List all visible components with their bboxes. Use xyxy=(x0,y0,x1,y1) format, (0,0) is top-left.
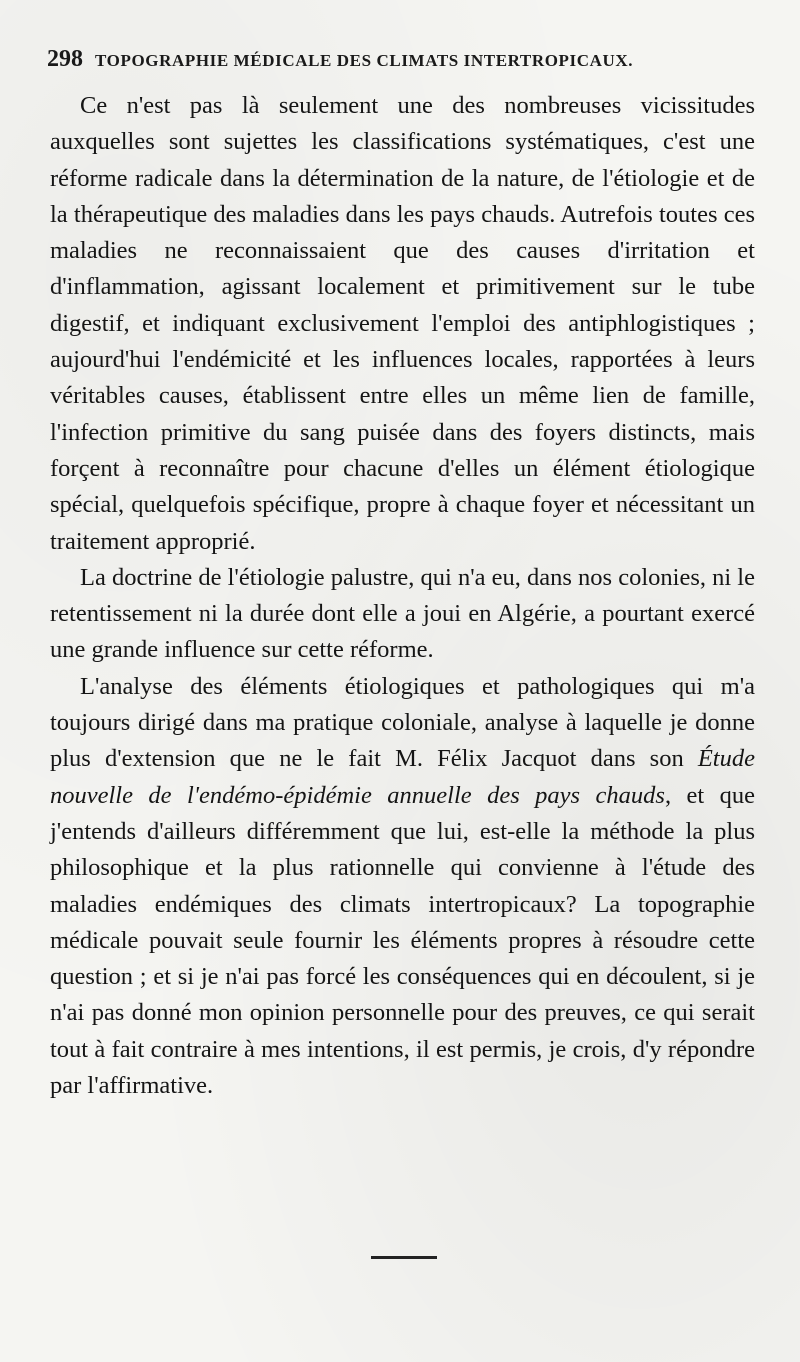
paragraph-2: La doctrine de l'étiologie palustre, qui n'a eu, dans nos colonies, ni le retentissement ni la durée dont elle a joui en Algérie, a pourtant exercé une grande influence sur cette réforme. xyxy=(50,563,755,664)
body-text xyxy=(50,88,755,1104)
page-header xyxy=(47,46,747,73)
section-end-rule xyxy=(371,1256,437,1259)
paragraph-3-rest: , et que j'entends d'ailleurs différemment que lui, est-elle la méthode la plus philosophique et la plus rationnelle qui convienne à l'étude des maladies endémiques des climats intertropicaux? La topographie médicale pouvait seule fournir les éléments propres à résoudre cette question ; et si je n'ai pas forcé les conséquences qui en découlent, si je n'ai pas donné mon opinion personnelle pour des preuves, ce qui serait tout à fait contraire à mes intentions, il est permis, je crois, d'y répondre par l'affirmative. xyxy=(50,781,756,1100)
paragraph-3-lead: L'analyse des éléments étiologiques et pathologiques qui m'a toujours dirigé dans ma pratique coloniale, analyse à laquelle je donne plus d'extension que ne le fait M. Félix Jacquot dans son xyxy=(50,672,755,773)
page-number: 298 xyxy=(47,46,83,72)
book-title-citation: Étude nouvelle de l'endémo-épidémie annuelle des pays chauds xyxy=(50,745,755,809)
paragraph-3 xyxy=(50,669,755,1105)
paragraph-1: Ce n'est pas là seulement une des nombreuses vicissitudes auxquelles sont sujettes les classifications systématiques, c'est une réforme radicale dans la détermination de la nature, de l'étiologie et de la thérapeutique des maladies dans les pays chauds. Autrefois toutes ces maladies ne reconnaissaient que des causes d'irritation et d'inflammation, agissant localement et primitivement sur le tube digestif, et indiquant exclusivement l'emploi des antiphlogistiques ; aujourd'hui l'endémicité et les influences locales, rapportées à leurs véritables causes, établissent entre elles un même lien de famille, l'infection primitive du sang puisée dans des foyers distincts, mais forçent à reconnaître pour chacune d'elles un élément étiologique spécial, quelquefois spécifique, propre à chaque foyer et nécessitant un traitement approprié. xyxy=(50,92,755,555)
running-title: TOPOGRAPHIE MÉDICALE DES CLIMATS INTERTROPICAUX. xyxy=(95,51,634,70)
